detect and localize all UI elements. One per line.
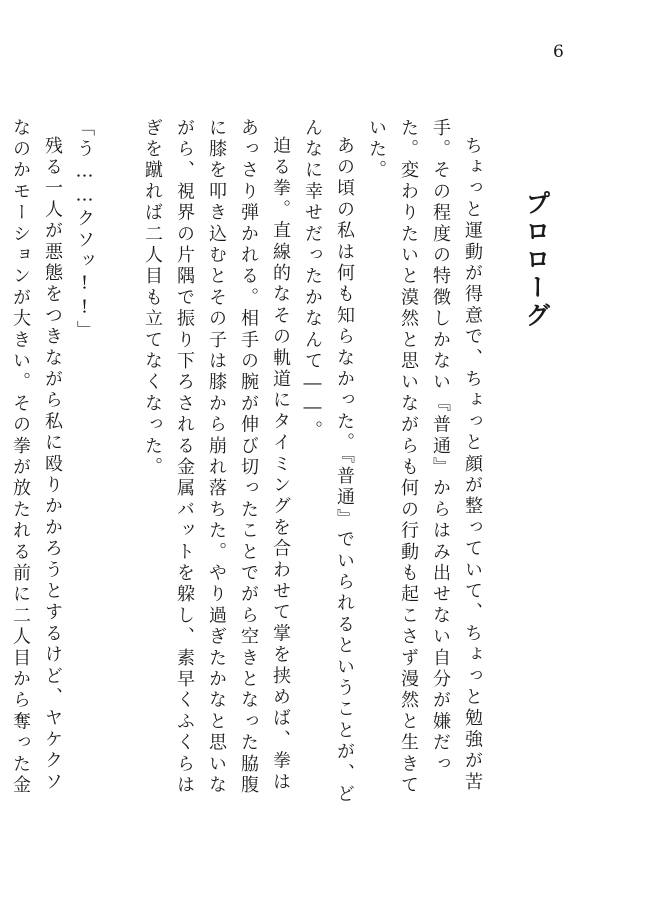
paragraph: 迫る拳。直線的なその軌道にタイミングを合わせて掌を挟めば、拳はあっさり弾かれる。相手の腕が伸び切ったことでがら空きとなった脇腹に膝を叩き込むとその子は膝から崩れ落ちた。やり過ぎたかなと思いながら、視界の片隅で振り下ろされる金属バットを躱し、素早くふくらはぎを蹴れば二人目も立てなくなった。	[142, 118, 291, 797]
page-number: 6	[553, 42, 564, 62]
body-text	[0, 118, 488, 808]
paragraph: あの頃の私は何も知らなかった。『普通』でいられるということが、どんなに幸せだったかなんて――。	[302, 118, 355, 806]
paragraph: 残る一人が悪態をつきながら私に殴りかかろうとするけど、ヤケクソなのかモーションが大きい。その拳が放たれる前に二人目から奪った金	[10, 118, 63, 797]
paragraph: ちょっと運動が得意で、ちょっと顔が整っていて、ちょっと勉強が苦手。その程度の特徴しかない『普通』からはみ出せない自分が嫌だった。変わりたいと漠然と思いながらも何の行動も起こさず漫然と生きていた。	[366, 118, 483, 797]
chapter-title: プロローグ	[522, 190, 551, 330]
dialogue-line: 「う……クソッ!!」	[74, 118, 95, 342]
